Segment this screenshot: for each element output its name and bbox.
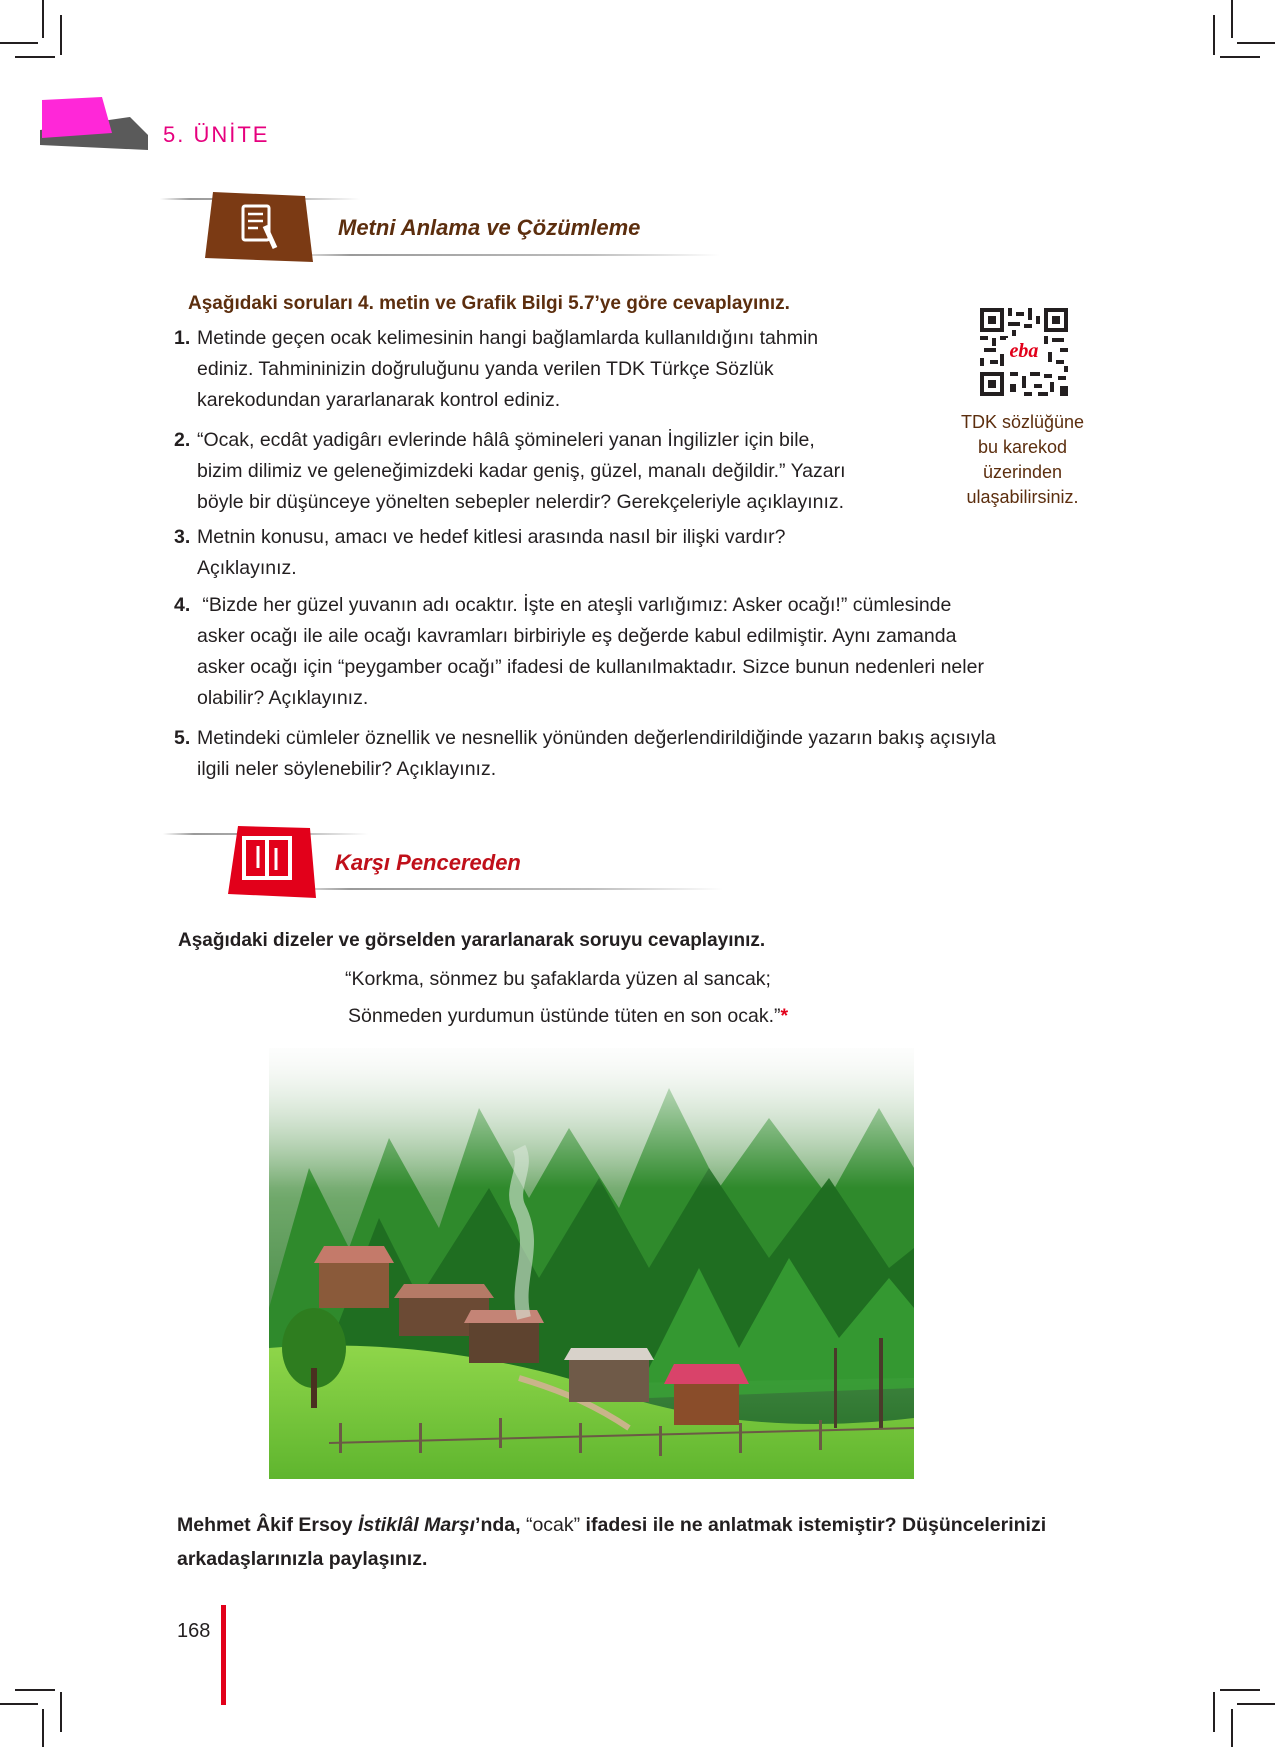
qr-caption-line: üzerinden xyxy=(982,462,1063,482)
crop-mark xyxy=(1213,1692,1215,1732)
qr-code[interactable] xyxy=(980,308,1068,396)
question-number: 2. xyxy=(174,429,191,451)
eba-logo: eba xyxy=(1009,340,1039,362)
window-icon xyxy=(228,826,316,898)
qr-caption-line: bu karekod xyxy=(977,437,1068,457)
final-question-part: ’nda, xyxy=(475,1514,526,1536)
question-line: Metindeki cümleler öznellik ve nesnellik yönünden değerlendirildiğinde yazarın bakış açısıyla xyxy=(197,727,996,749)
crop-mark xyxy=(1220,56,1260,58)
crop-mark xyxy=(42,1709,44,1747)
qr-caption xyxy=(950,410,1095,510)
question-line: “Bizde her güzel yuvanın adı ocaktır. İşte en ateşli varlığımız: Asker ocağı!” cümlesinde xyxy=(197,594,952,616)
question-line: ediniz. Tahmininizin doğruluğunu yanda verilen TDK Türkçe Sözlük xyxy=(197,358,774,380)
final-question-part: İstiklâl Marşı xyxy=(357,1514,476,1536)
document-pencil-icon xyxy=(205,192,313,262)
question-line: karekodundan yararlanarak kontrol ediniz. xyxy=(197,389,561,411)
verse-line-1: “Korkma, sönmez bu şafaklarda yüzen al sancak; xyxy=(345,968,771,990)
question-number: 3. xyxy=(174,526,191,548)
question-number: 5. xyxy=(174,727,191,749)
final-question-part: “ocak” xyxy=(525,1514,581,1536)
section1-title: Metni Anlama ve Çözümleme xyxy=(338,215,641,240)
question-line: Açıklayınız. xyxy=(197,557,297,579)
page-number-bar xyxy=(221,1605,226,1705)
verse-line-2 xyxy=(348,1005,788,1028)
crop-mark xyxy=(15,1689,55,1691)
question-line: böyle bir düşünceye yönelten sebepler nelerdir? Gerekçeleriyle açıklayınız. xyxy=(197,491,845,513)
section1-intro: Aşağıdaki soruları 4. metin ve Grafik Bilgi 5.7’ye göre cevaplayınız. xyxy=(188,293,790,314)
crop-mark xyxy=(1237,42,1275,44)
question-line: asker ocağı için “peygamber ocağı” ifadesi de kullanılmaktadır. Sizce bunun nedenleri neler xyxy=(197,656,984,678)
crop-mark xyxy=(0,1703,38,1705)
question-number: 4. xyxy=(174,594,191,616)
crop-mark xyxy=(1213,15,1215,55)
section2-title: Karşı Pencereden xyxy=(335,850,521,875)
crop-mark xyxy=(0,42,38,44)
qr-caption-line: TDK sözlüğüne xyxy=(960,412,1085,432)
crop-mark xyxy=(1231,0,1233,38)
final-question-part: Mehmet Âkif Ersoy xyxy=(177,1514,358,1536)
crop-mark xyxy=(1220,1689,1260,1691)
qr-caption-line: ulaşabilirsiniz. xyxy=(966,487,1079,507)
unit-tab-icon xyxy=(40,95,150,150)
final-question-part: ifadesi ile ne anlatmak istemiştir? Düşüncelerinizi arkadaşlarınızla paylaşınız. xyxy=(177,1514,1047,1570)
crop-mark xyxy=(60,15,62,55)
section2-banner-bottom-line xyxy=(283,888,723,890)
question-line: bizim dilimiz ve geleneğimizdeki kadar geniş, güzel, manalı değildir.” Yazarı xyxy=(197,460,846,482)
question-line: “Ocak, ecdât yadigârı evlerinde hâlâ şömineleri yanan İngilizler için bile, xyxy=(197,429,815,451)
crop-mark xyxy=(1231,1709,1233,1747)
question-line: ilgili neler söylenebilir? Açıklayınız. xyxy=(197,758,497,780)
verse-text: Sönmeden yurdumun üstünde tüten en son ocak.” xyxy=(348,1005,781,1027)
question-line: Metnin konusu, amacı ve hedef kitlesi arasında nasıl bir ilişki vardır? xyxy=(197,526,786,548)
unit-title: 5. ÜNİTE xyxy=(163,122,270,147)
final-question xyxy=(177,1508,1127,1576)
question-line: Metinde geçen ocak kelimesinin hangi bağlamlarda kullanıldığını tahmin xyxy=(197,327,819,349)
crop-mark xyxy=(15,56,55,58)
question-line: olabilir? Açıklayınız. xyxy=(197,687,369,709)
crop-mark xyxy=(1237,1703,1275,1705)
crop-mark xyxy=(60,1692,62,1732)
footnote-asterisk: * xyxy=(780,1005,789,1027)
crop-mark xyxy=(42,0,44,38)
section1-banner-bottom-line xyxy=(285,254,720,256)
section2-intro: Aşağıdaki dizeler ve görselden yararlanarak soruyu cevaplayınız. xyxy=(178,930,766,951)
page-number: 168 xyxy=(177,1620,211,1642)
question-number: 1. xyxy=(174,327,191,349)
question-line: asker ocağı ile aile ocağı kavramları birbiriyle eş değerde kabul edilmiştir. Aynı zamanda xyxy=(197,625,957,647)
village-photo xyxy=(269,1048,914,1479)
